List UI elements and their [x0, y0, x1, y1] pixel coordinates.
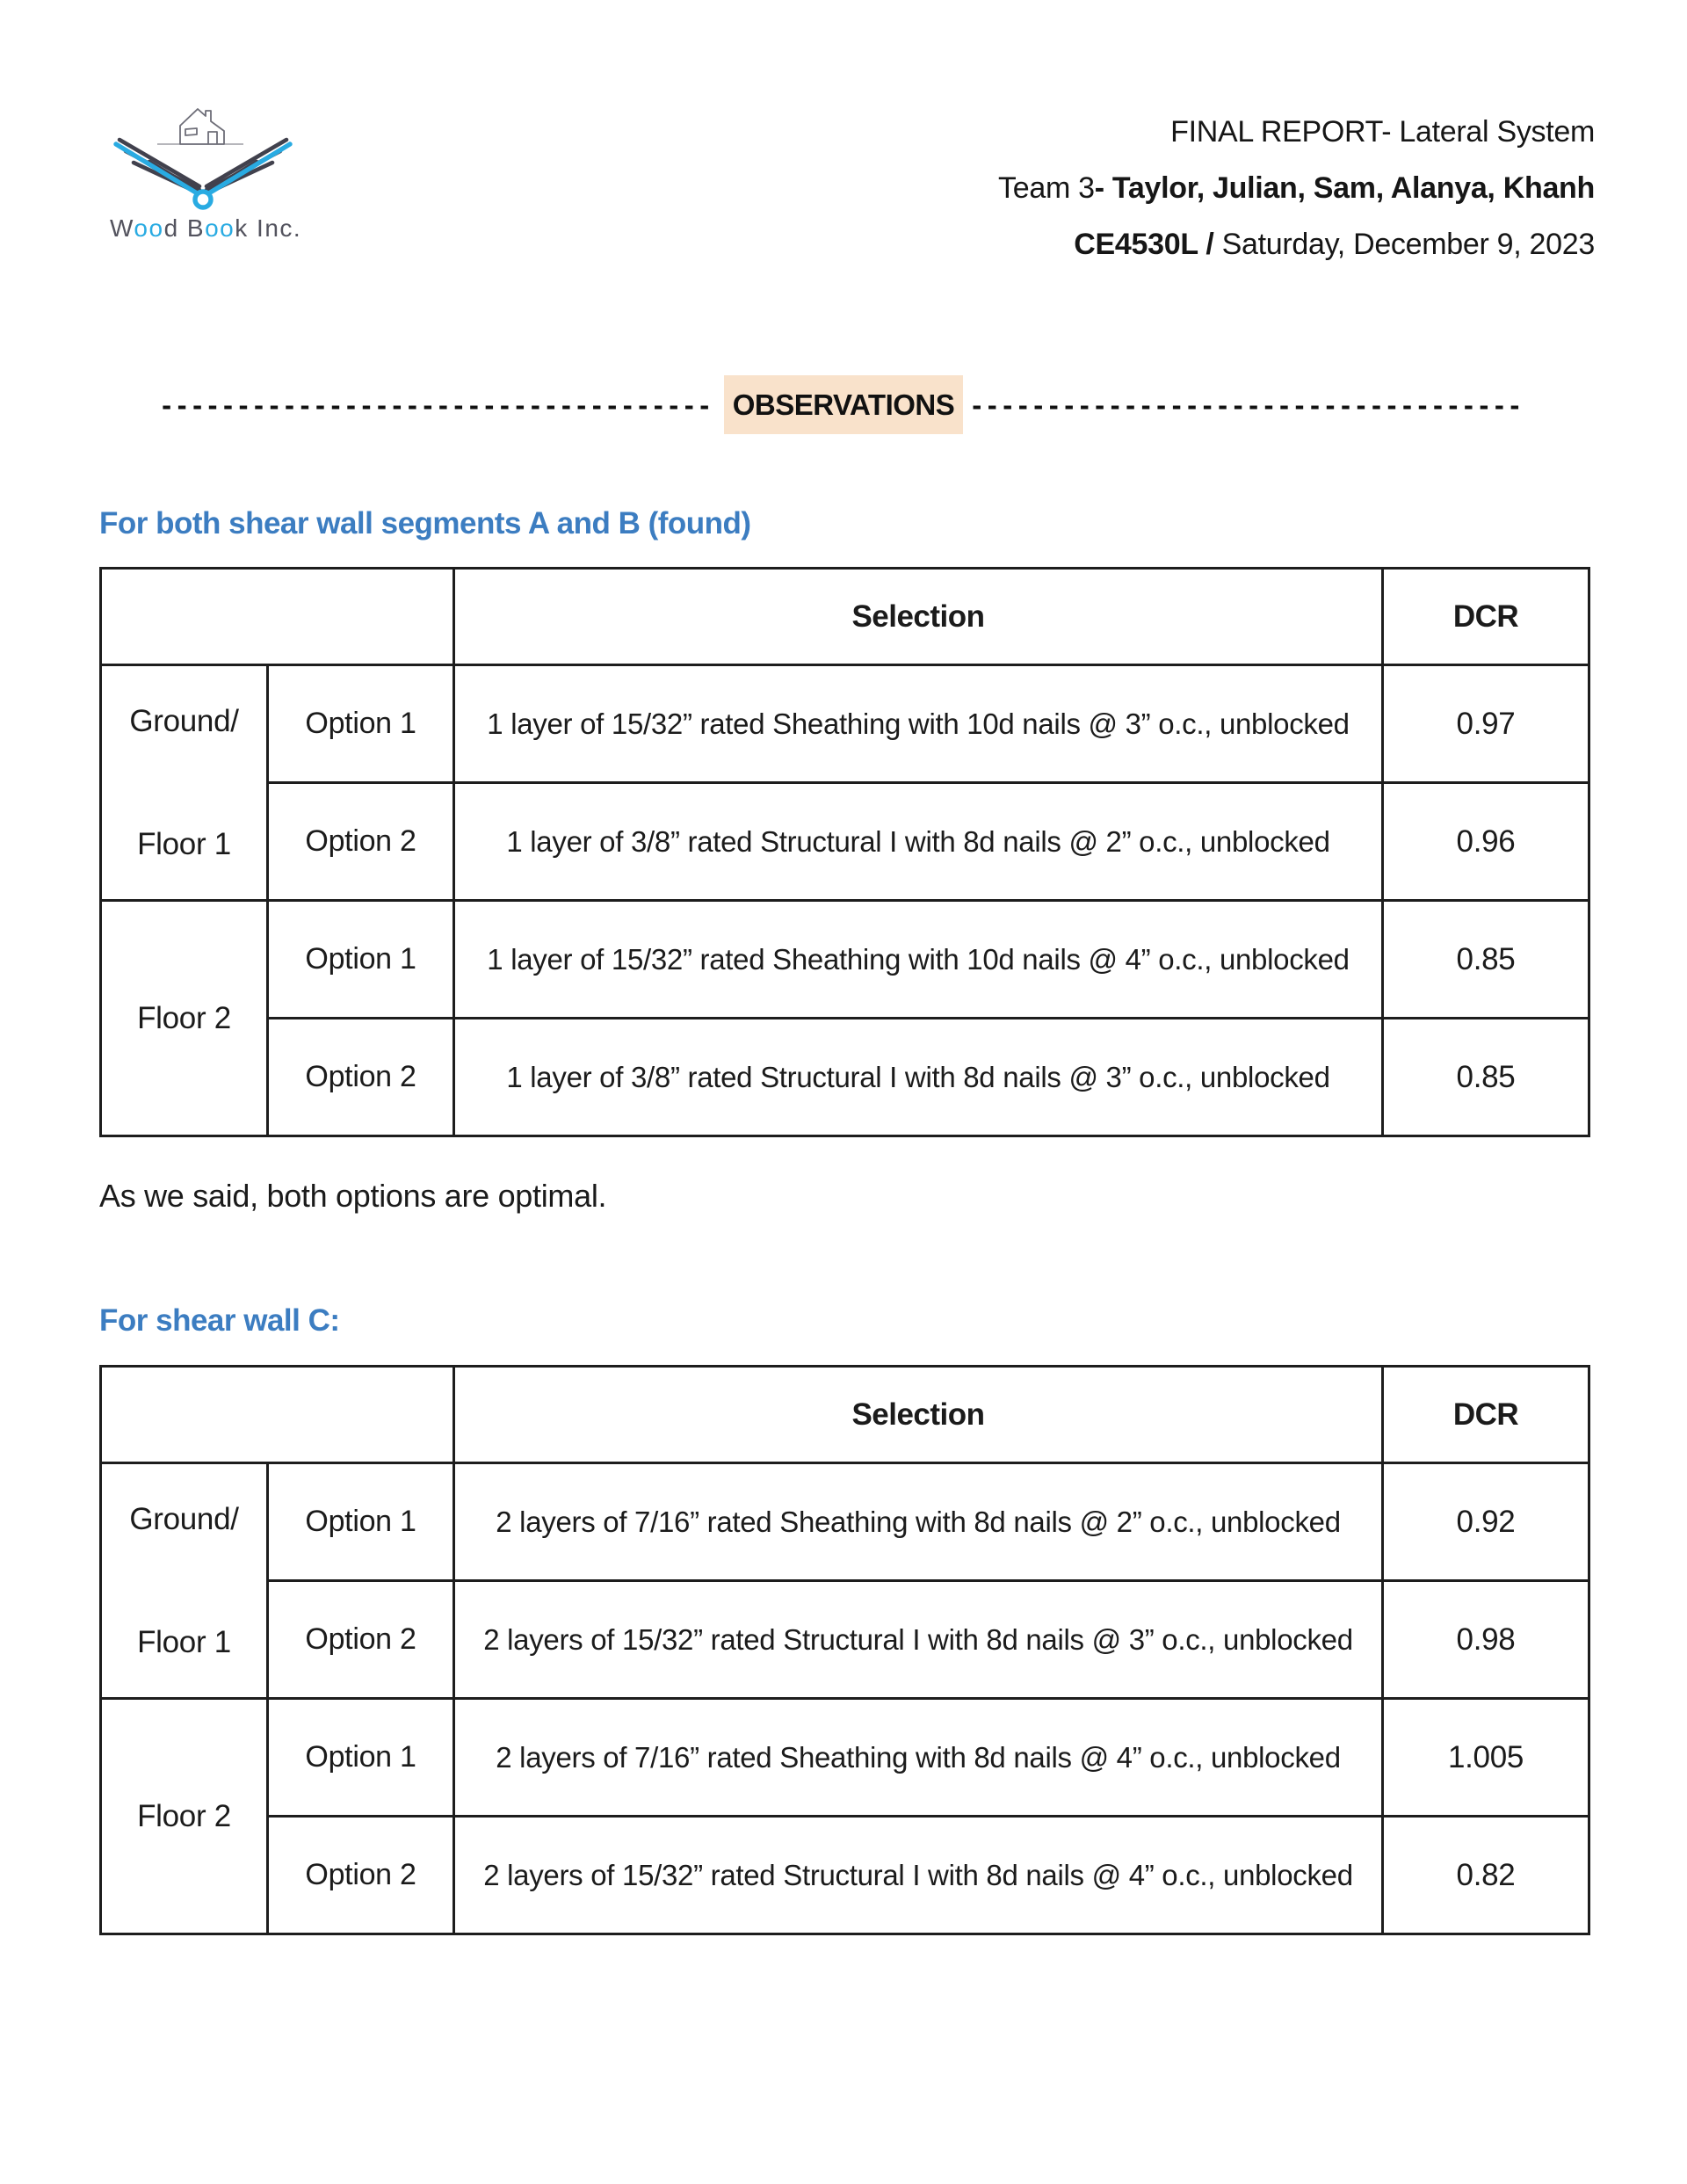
logo-part: W	[110, 214, 134, 242]
logo-part: k Inc.	[235, 214, 302, 242]
option-cell: Option 2	[268, 1817, 454, 1934]
option-cell: Option 1	[268, 1463, 454, 1581]
observations-label: OBSERVATIONS	[724, 375, 964, 434]
dcr-cell: 1.005	[1383, 1699, 1589, 1817]
option-cell: Option 2	[268, 783, 454, 901]
logo-part-accent: oo	[134, 214, 164, 242]
option-cell: Option 1	[268, 901, 454, 1019]
table-row	[101, 665, 1589, 783]
report-title: FINAL REPORT- Lateral System	[1170, 115, 1595, 149]
table-row	[101, 1817, 1589, 1934]
dcr-header-cell: DCR	[1383, 1367, 1589, 1463]
table-row	[101, 1463, 1589, 1581]
table-row	[101, 901, 1589, 1019]
selection-cell: 2 layers of 15/32” rated Structural I with 8d nails @ 4” o.c., unblocked	[454, 1817, 1383, 1934]
section-heading-walls-ab: For both shear wall segments A and B (found)	[99, 506, 751, 541]
floor-label: Floor 2	[137, 1798, 231, 1833]
report-date: Saturday, December 9, 2023	[1213, 228, 1595, 261]
floor-label: Ground/	[129, 1501, 239, 1536]
dcr-cell: 0.97	[1383, 665, 1589, 783]
floor-cell	[101, 1699, 268, 1934]
course-date-line	[998, 216, 1595, 272]
shear-wall-c-table	[99, 1365, 1590, 1935]
shear-wall-ab-table	[99, 567, 1590, 1137]
floor-label: Floor 1	[137, 826, 231, 861]
empty-corner-cell	[101, 1367, 454, 1463]
selection-header-cell: Selection	[454, 1367, 1383, 1463]
company-logo	[110, 86, 302, 243]
observations-divider	[0, 373, 1687, 436]
section-heading-wall-c: For shear wall C:	[99, 1303, 340, 1338]
floor-cell	[101, 665, 268, 901]
option-cell: Option 1	[268, 1699, 454, 1817]
empty-corner-cell	[101, 569, 454, 665]
selection-cell: 1 layer of 15/32” rated Sheathing with 10d nails @ 4” o.c., unblocked	[454, 901, 1383, 1019]
table-row	[101, 1581, 1589, 1699]
dcr-cell: 0.98	[1383, 1581, 1589, 1699]
table-header-row	[101, 569, 1589, 665]
logo-part-accent: oo	[205, 214, 235, 242]
optimal-note: As we said, both options are optimal.	[99, 1178, 607, 1214]
report-header-meta	[998, 104, 1595, 272]
selection-cell: 1 layer of 15/32” rated Sheathing with 10d nails @ 3” o.c., unblocked	[454, 665, 1383, 783]
selection-cell: 2 layers of 7/16” rated Sheathing with 8d nails @ 4” o.c., unblocked	[454, 1699, 1383, 1817]
dcr-cell: 0.96	[1383, 783, 1589, 901]
dashes-left: ------------------------------------	[162, 388, 715, 421]
selection-header-cell: Selection	[454, 569, 1383, 665]
logo-part: d B	[163, 214, 206, 242]
floor-cell	[101, 1463, 268, 1699]
selection-cell: 1 layer of 3/8” rated Structural I with 8d nails @ 3” o.c., unblocked	[454, 1019, 1383, 1136]
option-cell: Option 2	[268, 1581, 454, 1699]
course-code: CE4530L /	[1074, 228, 1214, 261]
team-line	[998, 160, 1595, 216]
team-label: Team 3	[998, 171, 1095, 205]
dcr-cell: 0.82	[1383, 1817, 1589, 1934]
dcr-header-cell: DCR	[1383, 569, 1589, 665]
floor-cell	[101, 901, 268, 1136]
selection-cell: 2 layers of 15/32” rated Structural I with 8d nails @ 3” o.c., unblocked	[454, 1581, 1383, 1699]
table-header-row	[101, 1367, 1589, 1463]
open-book-house-icon	[110, 86, 296, 211]
table-row	[101, 1019, 1589, 1136]
logo-wordmark	[110, 214, 302, 243]
option-cell: Option 2	[268, 1019, 454, 1136]
selection-cell: 1 layer of 3/8” rated Structural I with 8d nails @ 2” o.c., unblocked	[454, 783, 1383, 901]
floor-label: Floor 2	[137, 1000, 231, 1035]
dcr-cell: 0.85	[1383, 901, 1589, 1019]
table-row	[101, 1699, 1589, 1817]
dcr-cell: 0.92	[1383, 1463, 1589, 1581]
floor-label: Floor 1	[137, 1624, 231, 1659]
option-cell: Option 1	[268, 665, 454, 783]
floor-label: Ground/	[129, 703, 239, 738]
table-row	[101, 783, 1589, 901]
selection-cell: 2 layers of 7/16” rated Sheathing with 8d nails @ 2” o.c., unblocked	[454, 1463, 1383, 1581]
dashes-right: ------------------------------------	[972, 388, 1525, 421]
dcr-cell: 0.85	[1383, 1019, 1589, 1136]
team-members: - Taylor, Julian, Sam, Alanya, Khanh	[1094, 171, 1595, 205]
